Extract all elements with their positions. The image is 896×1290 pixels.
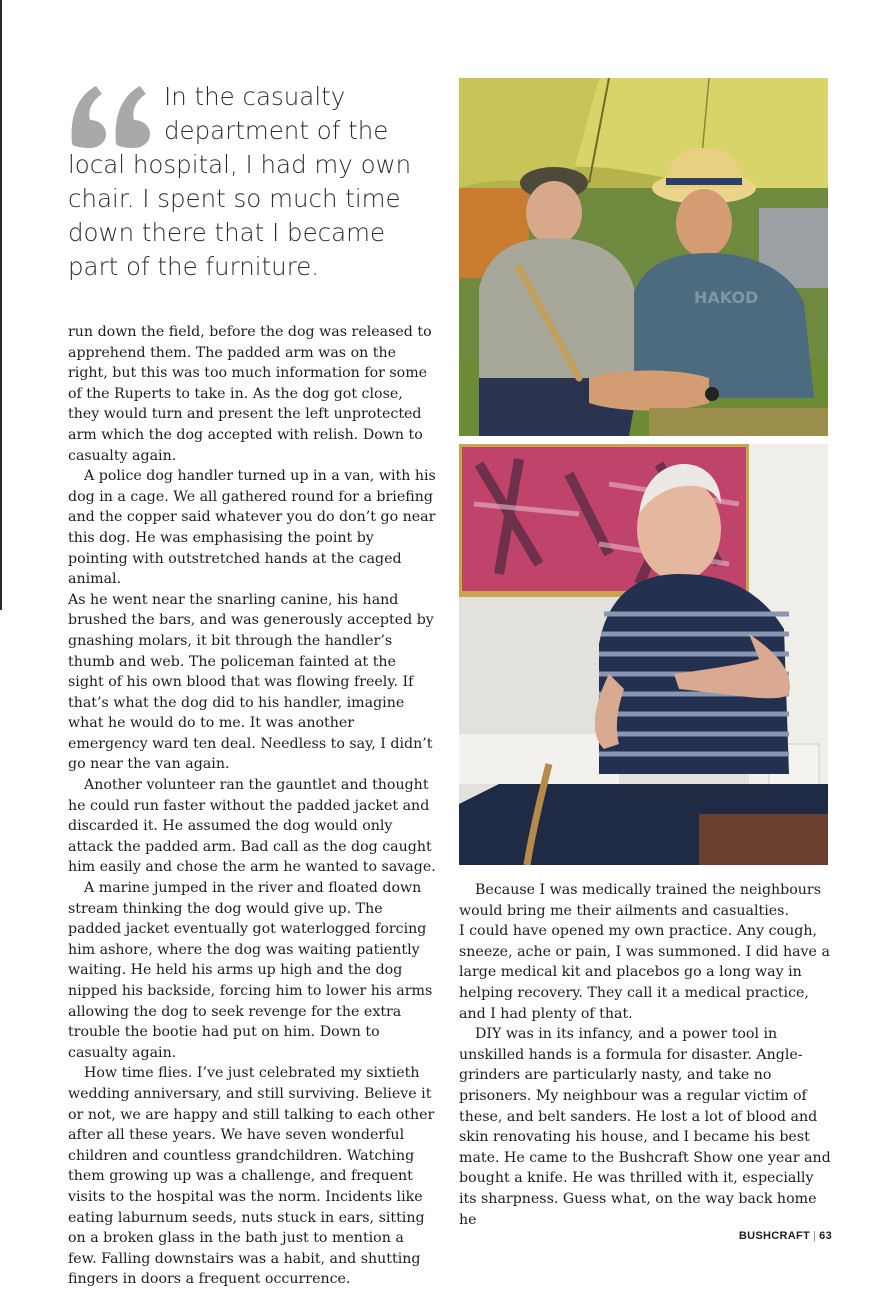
left-text-column xyxy=(68,322,436,1290)
spine-edge-mark xyxy=(0,0,2,610)
page-footer xyxy=(739,1230,832,1242)
paragraph: I could have opened my own practice. Any cough, sneeze, ache or pain, I was summoned. I did have a large medical kit and placebos go a long way in helping recovery. They call it a medical practice, and I had plenty of that. xyxy=(459,923,830,1022)
photo-two-men-under-tarp xyxy=(459,78,828,436)
magazine-name: BUSHCRAFT xyxy=(738,1230,810,1242)
svg-text:HAKOD: HAKOD xyxy=(694,288,759,307)
paragraph: A marine jumped in the river and floated down stream thinking the dog would give up. The padded jacket eventually got waterlogged forcing him ashore, where the dog was waiting patiently waiting. He held his arms up high and the dog nipped his backside, forcing him to lower his arms allowing the dog to seek revenge for the extra trouble the bootie had put on him. Down to casualty again. xyxy=(68,880,433,1061)
pull-quote xyxy=(68,80,428,284)
paragraph: How time flies. I’ve just celebrated my sixtieth wedding anniversary, and still surviving. Believe it or not, we are happy and still talking to each other after all these years. We have seven wonderful children and countless grandchildren. Watching them growing up was a challenge, and frequent visits to the hospital was the norm. Incidents like eating laburnum seeds, nuts stuck in ears, sitting on a broken glass in the bath just to mention a few. Falling downstairs was a habit, and shutting fingers in doors a frequent occurrence. xyxy=(68,1065,435,1288)
paragraph: run down the field, before the dog was released to apprehend them. The padded arm was on the right, but this was too much information for some of the Ruperts to take in. As the dog got close, they would turn and present the left unprotected arm which the dog accepted with relish. Down to casualty again. xyxy=(68,324,432,464)
paragraph: Because I was medically trained the neighbours would bring me their ailments and casualties. xyxy=(459,882,821,919)
right-text-column xyxy=(459,880,831,1230)
paragraph: DIY was in its infancy, and a power tool in unskilled hands is a formula for disaster. Angle-grinders are particularly nasty, and take no prisoners. My neighbour was a regular victim of these, and belt sanders. He lost a lot of blood and skin renovating his house, and I became his best mate. He came to the Bushcraft Show one year and bought a knife. He was thrilled with it, especially its sharpness. Guess what, on the way back home he xyxy=(459,1026,831,1228)
folio-separator: | xyxy=(812,1230,817,1242)
pull-quote-text: In the casualty department of the local hospital, I had my own chair. I spent so much time down there that I became part of the furniture. xyxy=(68,82,412,281)
paragraph: A police dog handler turned up in a van, with his dog in a cage. We all gathered round for a briefing and the copper said whatever you do don’t go near this dog. He was emphasising the point by pointing with outstretched hands at the caged animal. xyxy=(68,468,436,588)
paragraph: Another volunteer ran the gauntlet and thought he could run faster without the padded jacket and discarded it. He assumed the dog would only attack the padded arm. Bad call as the dog caught him easily and chose the arm he wanted to savage. xyxy=(68,777,436,876)
page-number: 63 xyxy=(819,1230,832,1242)
photo-man-seated-gesturing xyxy=(459,444,828,865)
paragraph: As he went near the snarling canine, his hand brushed the bars, and was generously accepted by gnashing molars, it bit through the handler’s thumb and web. The policeman fainted at the sight of his own blood that was flowing freely. If that’s what the dog did to his handler, imagine what he would do to me. It was another emergency ward ten deal. Needless to say, I didn’t go near the van again. xyxy=(68,591,434,773)
quotation-mark-icon xyxy=(68,82,154,148)
